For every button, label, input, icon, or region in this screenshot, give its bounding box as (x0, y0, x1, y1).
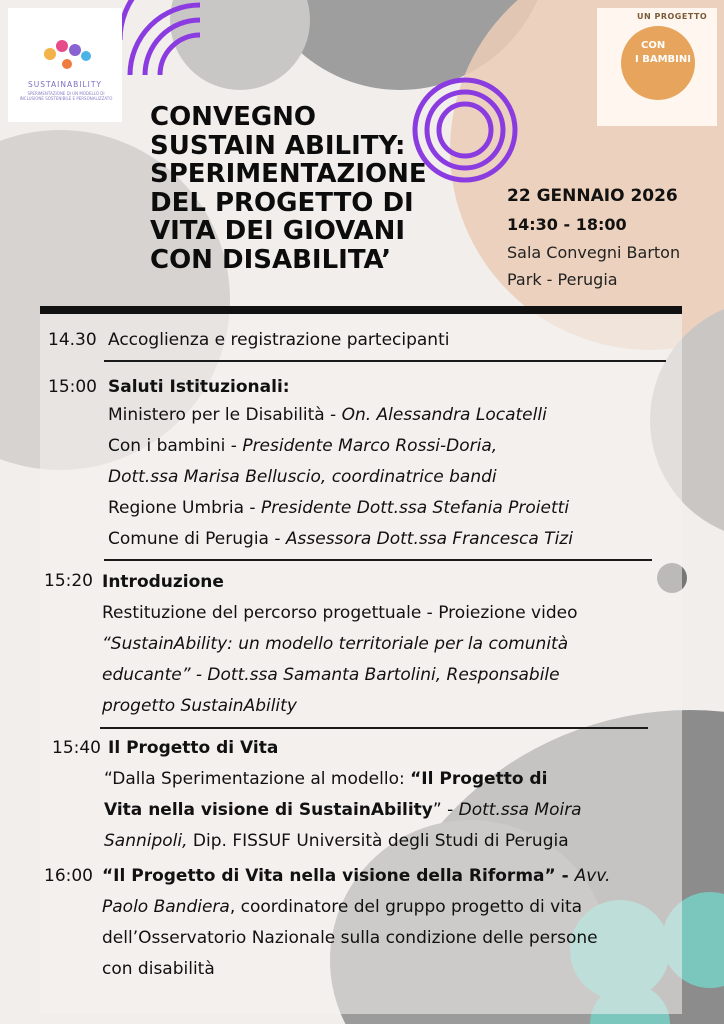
session-heading: Saluti Istituzionali: (108, 377, 290, 397)
session-text (102, 897, 582, 917)
talk-title: “Il Progetto di (410, 769, 548, 789)
sustainability-logo-tagline: SPERIMENTAZIONE DI UN MODELLO DI INCLUSIONE SOSTENIBILE E PERSONALIZZATO (19, 91, 113, 101)
session-text (104, 769, 547, 789)
session-text: dell’Osservatorio Nazionale sulla condizione delle persone (102, 928, 598, 948)
title-line: CON DISABILITA’ (150, 244, 392, 275)
event-place-line: Park - Perugia (507, 270, 618, 289)
speaker-name: Dott.ssa Marisa Belluscio, coordinatrice bandi (108, 467, 497, 487)
session-time: 15:20 (44, 571, 93, 591)
session-divider (104, 360, 666, 362)
session-text: “SustainAbility: un modello territoriale per la comunità (102, 634, 569, 654)
speaker-name: Sannipoli, (104, 831, 188, 851)
speaker-line (108, 498, 569, 518)
event-title (150, 103, 480, 274)
title-line: SPERIMENTAZIONE (150, 159, 427, 189)
con-i-bambini-line2: I BAMBINI (635, 54, 691, 65)
talk-text: “Dalla Sperimentazione al modello: (104, 769, 411, 789)
speaker-org: Regione Umbria - (108, 498, 261, 518)
session-text (104, 800, 582, 820)
speaker-line (108, 436, 497, 456)
speaker-name: Presidente Marco Rossi-Doria, (242, 436, 498, 456)
talk-text: ” - (432, 800, 459, 820)
sustainability-logo-name: SUSTAINABILITY (27, 80, 102, 89)
event-place-line: Sala Convegni Barton (507, 243, 681, 262)
session-time: 15:00 (48, 377, 97, 397)
speaker-affiliation: Dip. FISSUF Università degli Studi di Perugia (187, 831, 569, 851)
con-i-bambini-line1: CON (641, 40, 666, 51)
event-date: 22 GENNAIO 2026 (507, 186, 678, 206)
speaker-name: Avv. (574, 866, 611, 886)
header-divider (40, 306, 682, 314)
session-text (104, 831, 569, 851)
people-icon (42, 36, 92, 76)
title-line: SUSTAIN ABILITY: (150, 130, 406, 161)
talk-title: Vita nella visione di SustainAbility (104, 800, 433, 820)
title-line: VITA DEI GIOVANI (150, 216, 406, 246)
session-time: 16:00 (44, 866, 93, 886)
session-divider (100, 727, 648, 729)
session-text: con disabilità (102, 959, 215, 979)
event-time: 14:30 - 18:00 (507, 215, 627, 234)
speaker-name: On. Alessandra Locatelli (341, 405, 547, 425)
sustainability-logo (8, 8, 122, 122)
session-text: progetto SustainAbility (102, 696, 297, 716)
session-heading: Il Progetto di Vita (108, 738, 279, 758)
speaker-org: Con i bambini - (108, 436, 243, 456)
title-line: CONVEGNO (150, 102, 317, 132)
session-text: educante” - Dott.ssa Samanta Bartolini, Responsabile (102, 665, 560, 685)
speaker-org: Ministero per le Disabilità - (108, 405, 342, 425)
session-time: 14.30 (48, 330, 97, 350)
con-i-bambini-top: UN PROGETTO (637, 12, 708, 21)
session-divider (104, 559, 652, 561)
title-line: DEL PROGETTO DI (150, 187, 414, 218)
con-i-bambini-logo (597, 8, 717, 126)
session-text: Accoglienza e registrazione partecipanti (108, 330, 450, 350)
speaker-name: Dott.ssa Moira (458, 800, 582, 820)
speaker-name: Paolo Bandiera (102, 897, 230, 917)
speaker-org: Comune di Perugia - (108, 529, 286, 549)
session-text: Restituzione del percorso progettuale - Proiezione video (102, 603, 578, 623)
session-time: 15:40 (52, 738, 101, 758)
session-heading: Introduzione (102, 572, 224, 592)
session-text (102, 866, 610, 886)
talk-title: “Il Progetto di Vita nella visione della Riforma” - (102, 866, 575, 886)
speaker-name: Assessora Dott.ssa Francesca Tizi (285, 529, 573, 549)
speaker-line (108, 405, 547, 425)
speaker-name: Presidente Dott.ssa Stefania Proietti (260, 498, 570, 518)
speaker-affiliation: , coordinatore del gruppo progetto di vita (229, 897, 583, 917)
speaker-line (108, 529, 573, 549)
